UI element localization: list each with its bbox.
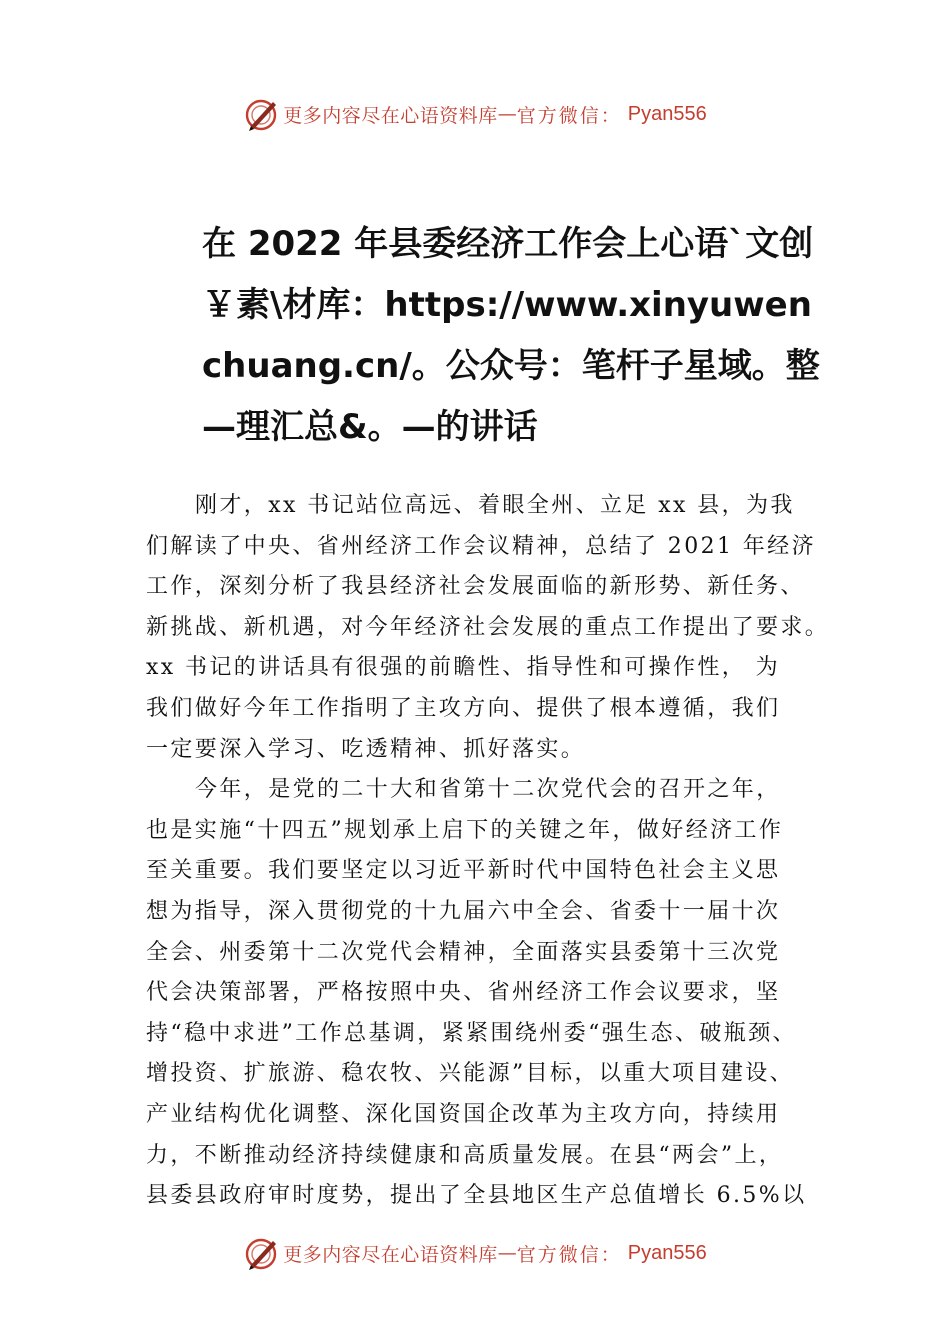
body-line: 至关重要。我们要坚定以习近平新时代中国特色社会主义思 xyxy=(146,858,781,884)
body-line: 产业结构优化调整、深化国资国企改革为主攻方向，持续用 xyxy=(146,1101,781,1127)
banner-wechat-id: Pyan556 xyxy=(627,102,707,125)
title-line: chuang.cn/。公众号：笔杆子星域。整 xyxy=(202,346,820,386)
banner-dash: — xyxy=(497,1242,517,1264)
body-line: 们解读了中央、省州经济工作会议精神，总结了 2021 年经济 xyxy=(146,533,816,559)
body-line: 代会决策部署，严格按照中央、省州经济工作会议要求，坚 xyxy=(146,980,781,1006)
footer-banner xyxy=(0,1233,950,1273)
banner-wechat-label: 官方微信： xyxy=(516,104,622,127)
banner-text: 更多内容尽在心语资料库 xyxy=(283,104,498,127)
body-line: 也是实施“十四五”规划承上启下的关键之年，做好经济工作 xyxy=(146,817,784,843)
body-line: 我们做好今年工作指明了主攻方向、提供了根本遵循，我们 xyxy=(146,695,781,721)
document-title xyxy=(202,214,842,458)
title-line: —理汇总&。—的讲话 xyxy=(202,407,538,447)
title-line: ￥素\材库：https://www.xinyuwen xyxy=(202,285,812,325)
body-line: 县委县政府审时度势，提出了全县地区生产总值增长 6.5%以 xyxy=(146,1183,807,1209)
title-line: 在 2022 年县委经济工作会上心语`文创 xyxy=(202,224,814,264)
banner-dash: — xyxy=(497,103,517,125)
body-line: 想为指导，深入贯彻党的十九届六中全会、省委十一届十次 xyxy=(146,898,781,924)
body-line: 持“稳中求进”工作总基调，紧紧围绕州委“强生态、破瓶颈、 xyxy=(146,1020,797,1046)
body-line: 今年，是党的二十大和省第十二次党代会的召开之年， xyxy=(195,777,781,803)
body-line: 一定要深入学习、吃透精神、抓好落实。 xyxy=(146,736,586,762)
banner-wechat-id: Pyan556 xyxy=(627,1241,707,1264)
banner-wechat-label: 官方微信： xyxy=(516,1243,622,1266)
body-line: 工作，深刻分析了我县经济社会发展面临的新形势、新任务、 xyxy=(146,574,805,600)
document-body xyxy=(146,486,836,1217)
body-line: 新挑战、新机遇，对今年经济社会发展的重点工作提出了要求。 xyxy=(146,614,830,640)
pen-logo-icon xyxy=(243,96,279,132)
header-banner xyxy=(0,94,950,134)
body-line: 刚才，xx 书记站位高远、着眼全州、立足 xx 县，为我 xyxy=(195,493,795,518)
pen-logo-icon xyxy=(243,1235,279,1271)
body-line: xx 书记的讲话具有很强的前瞻性、指导性和可操作性， 为 xyxy=(146,655,781,681)
body-line: 增投资、扩旅游、稳农牧、兴能源”目标，以重大项目建设、 xyxy=(146,1061,795,1087)
body-line: 全会、州委第十二次党代会精神，全面落实县委第十三次党 xyxy=(146,939,781,965)
banner-text: 更多内容尽在心语资料库 xyxy=(283,1243,498,1266)
body-line: 力，不断推动经济持续健康和高质量发展。在县“两会”上， xyxy=(146,1142,784,1168)
